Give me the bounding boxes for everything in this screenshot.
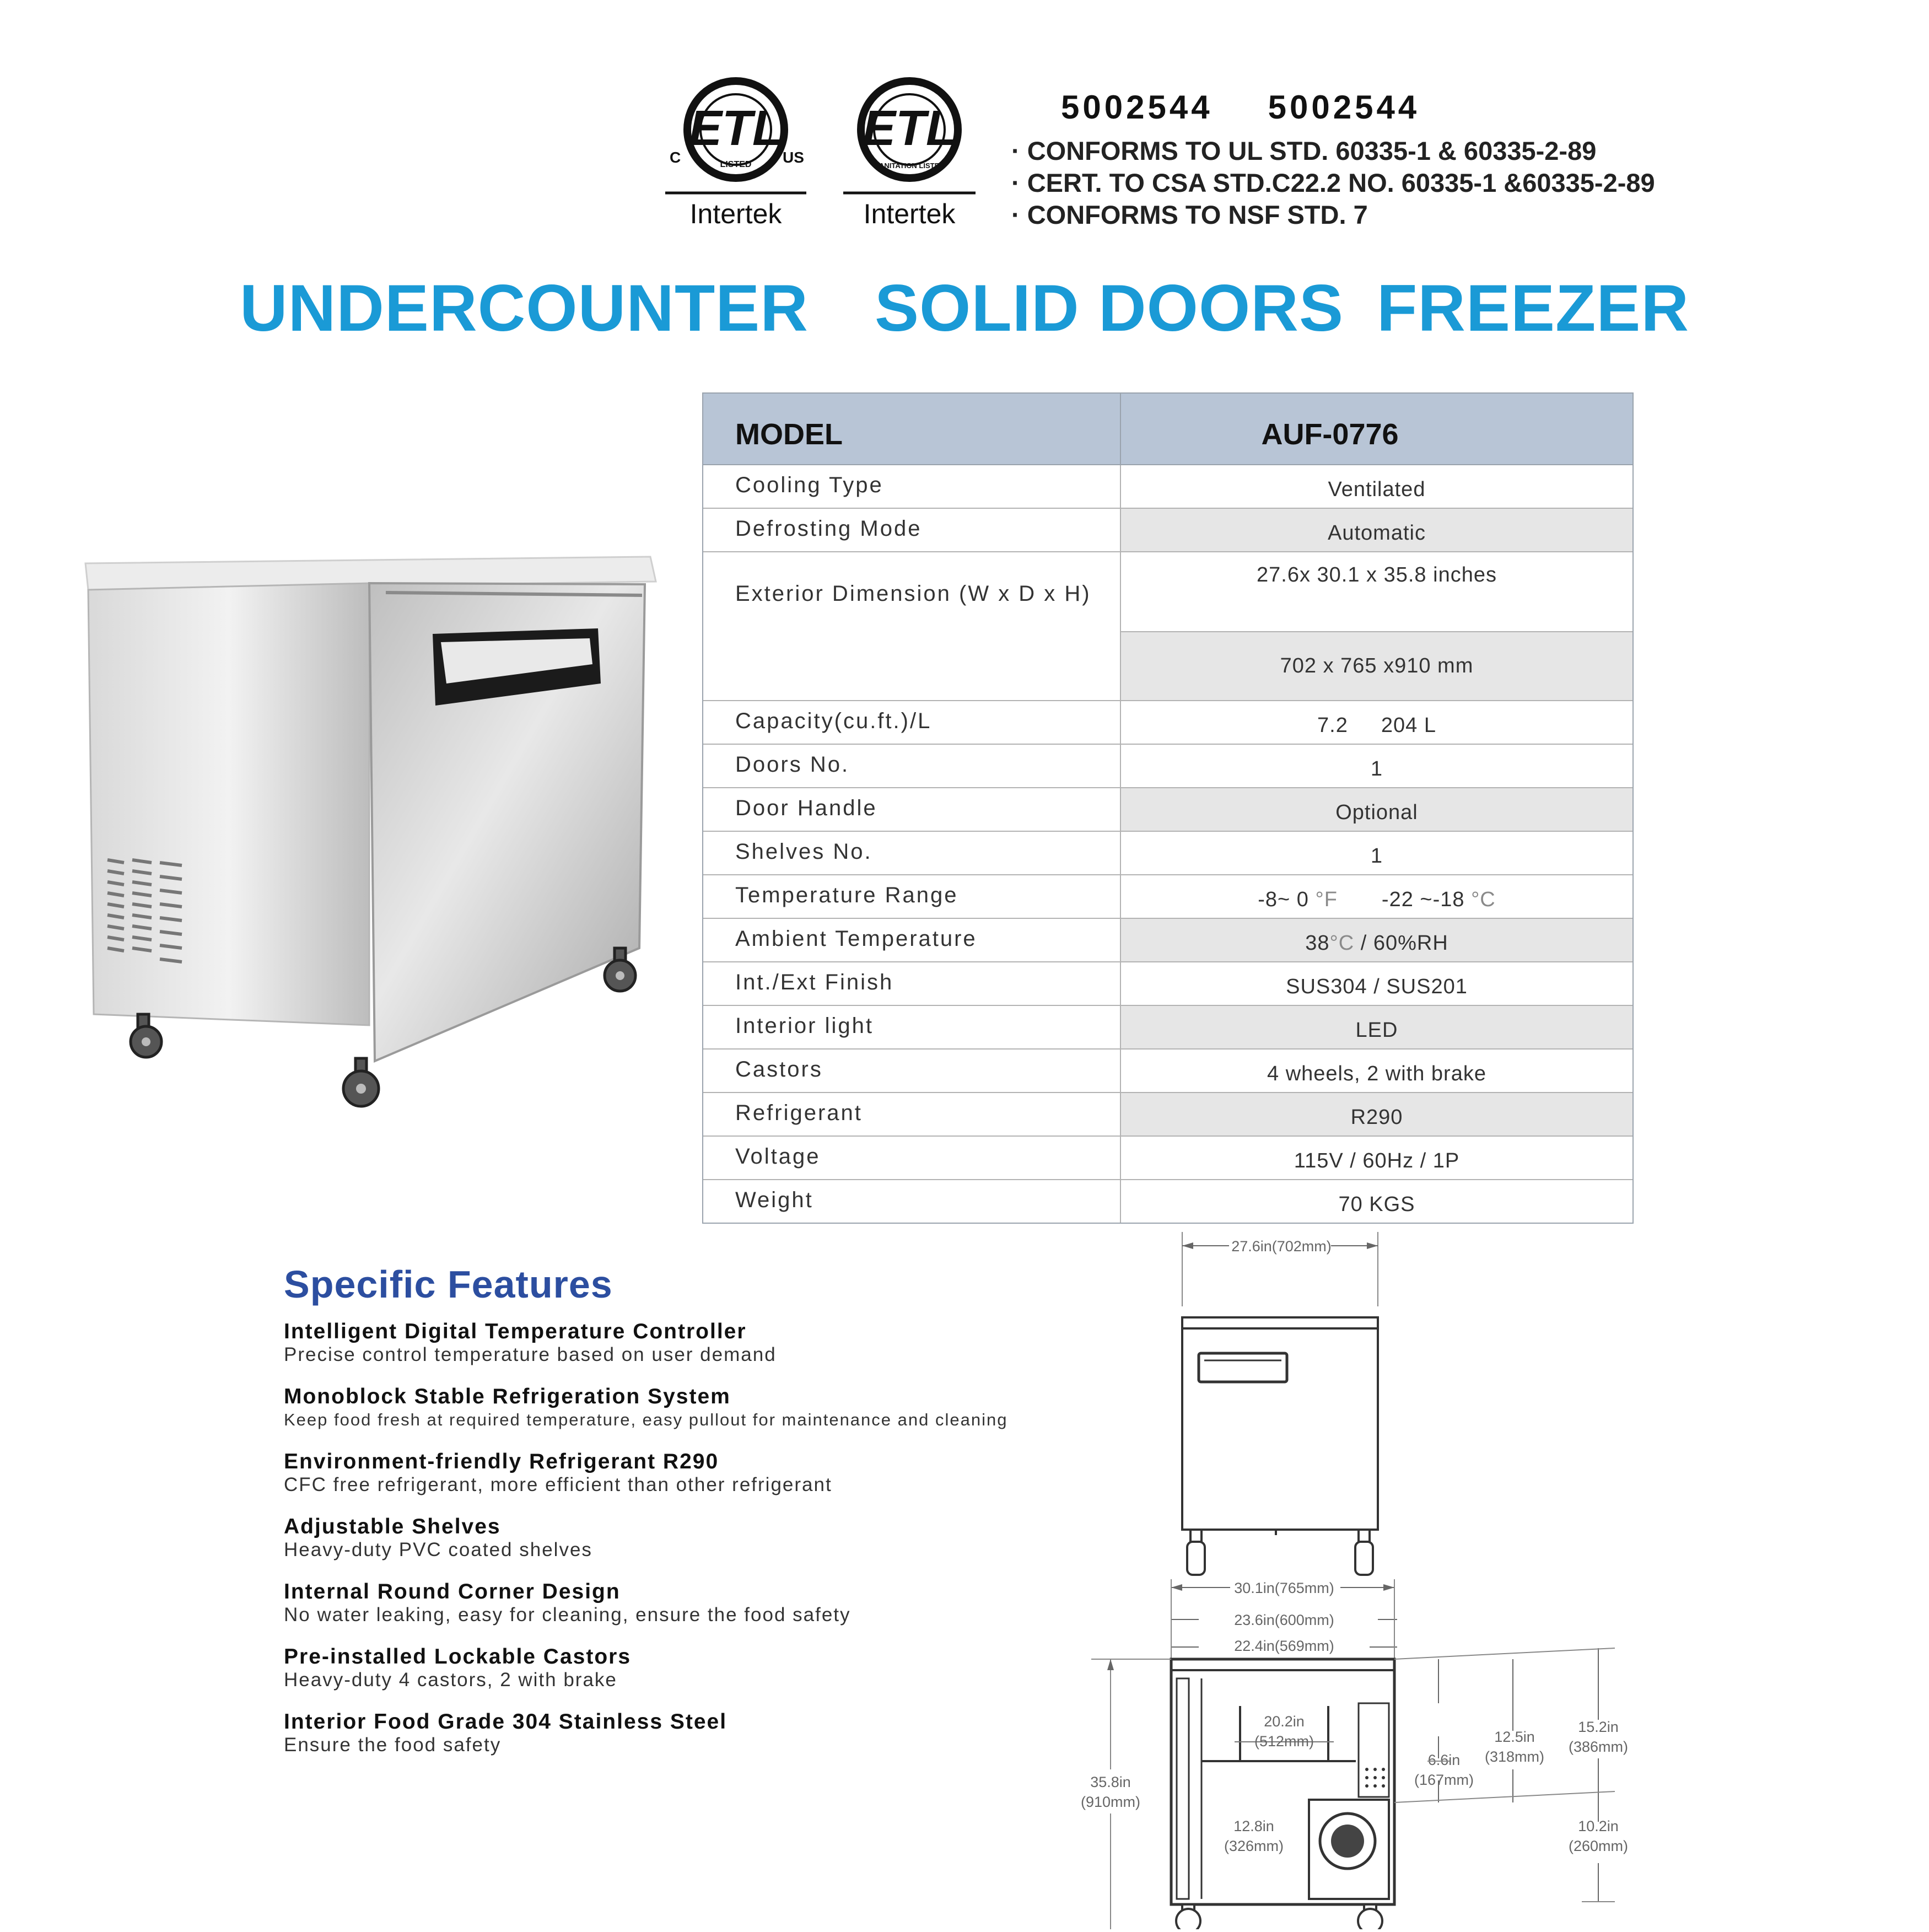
row-label: Weight	[703, 1180, 1121, 1223]
side-section-drawing	[1069, 1571, 1653, 1932]
row-value: Optional	[1121, 788, 1632, 831]
row-label: Defrosting Mode	[703, 509, 1121, 551]
row-value: LED	[1121, 1006, 1632, 1048]
feature-title: Pre-installed Lockable Castors	[284, 1645, 632, 1669]
certificate-number: 5002544	[1061, 89, 1213, 126]
top-height-label: 15.2in	[1578, 1719, 1619, 1735]
feature-item	[284, 1645, 1111, 1691]
spec-table	[702, 392, 1634, 1224]
ambient-unit: °C	[1329, 932, 1355, 955]
feature-title: Interior Food Grade 304 Stainless Steel	[284, 1710, 728, 1734]
row-value: Ventilated	[1328, 478, 1426, 501]
etl-listed-logo	[659, 74, 813, 232]
inner-depth-label: (512mm)	[1254, 1733, 1314, 1750]
title-word: SOLID DOORS	[874, 271, 1344, 345]
header-label: MODEL	[703, 394, 1121, 464]
table-row	[703, 465, 1632, 509]
table-row	[703, 509, 1632, 552]
feature-item	[284, 1580, 1111, 1626]
separator: /	[1360, 932, 1367, 955]
svg-text:SANITATION LISTED: SANITATION LISTED	[874, 162, 945, 170]
capacity-liters: 204 L	[1381, 714, 1436, 737]
title-word: UNDERCOUNTER	[239, 271, 809, 345]
row-label: Doors No.	[703, 745, 1121, 787]
table-row	[703, 552, 1632, 701]
cert-statement: · CERT. TO CSA STD.C22.2 NO. 60335-1 &60335-2-89	[1011, 167, 1655, 199]
temp-f-unit: °F	[1315, 888, 1338, 911]
dimension-metric: 702 x 765 x910 mm	[1121, 632, 1632, 700]
spec-table-header	[703, 394, 1632, 465]
row-label: Castors	[703, 1050, 1121, 1092]
table-row	[703, 1180, 1632, 1223]
freezer-product-image	[83, 551, 667, 1122]
inner-depth-label: 20.2in	[1264, 1713, 1305, 1730]
shelf-height-label: 6.6in	[1427, 1752, 1461, 1768]
etl-sanitation-logo	[838, 74, 981, 232]
table-row	[703, 788, 1632, 832]
feature-item	[284, 1385, 1111, 1431]
row-value	[1121, 875, 1632, 918]
row-value: 4 wheels, 2 with brake	[1267, 1062, 1486, 1085]
row-label: Door Handle	[703, 788, 1121, 831]
depth-inner2-label: 22.4in(569mm)	[1234, 1638, 1334, 1654]
table-row	[703, 919, 1632, 962]
temp-f: -8~ 0	[1258, 888, 1309, 911]
depth-total-label: 30.1in(765mm)	[1234, 1580, 1334, 1596]
row-value	[1121, 701, 1632, 744]
table-row	[703, 1050, 1632, 1093]
feature-item	[284, 1450, 1111, 1496]
table-row	[703, 745, 1632, 788]
ambient-rh: 60%RH	[1373, 932, 1448, 955]
svg-text:LISTED: LISTED	[720, 160, 752, 169]
certificate-number: 5002544	[1268, 89, 1420, 126]
row-label: Capacity(cu.ft.)/L	[703, 701, 1121, 744]
bottom-height-label: (260mm)	[1568, 1838, 1629, 1854]
svg-text:ETL: ETL	[863, 101, 956, 156]
etl-text: ETL	[689, 101, 783, 156]
table-row	[703, 701, 1632, 745]
depth-inner1-label: 23.6in(600mm)	[1234, 1612, 1334, 1628]
table-row	[703, 1006, 1632, 1050]
feature-title: Adjustable Shelves	[284, 1515, 501, 1538]
row-label: Interior light	[703, 1006, 1121, 1048]
temp-c-unit: °C	[1471, 888, 1496, 911]
height-total-label: 35.8in	[1090, 1774, 1131, 1790]
lower-depth-label: 12.8in	[1233, 1818, 1274, 1834]
upper-height-label: 12.5in	[1494, 1729, 1535, 1745]
temp-c: -22 ~-18	[1381, 888, 1465, 911]
feature-desc: Precise control temperature based on user demand	[284, 1344, 777, 1365]
feature-desc: CFC free refrigerant, more efficient than other refrigerant	[284, 1474, 832, 1495]
page-title	[0, 270, 1929, 346]
svg-text:C: C	[670, 149, 681, 166]
features-section	[284, 1262, 1111, 1775]
row-label: Temperature Range	[703, 875, 1121, 918]
feature-item	[284, 1515, 1111, 1561]
front-width-label: 27.6in(702mm)	[1231, 1238, 1332, 1255]
table-row	[703, 832, 1632, 875]
svg-text:Intertek: Intertek	[863, 198, 956, 229]
table-row	[703, 875, 1632, 919]
row-label: Exterior Dimension (W x D x H)	[703, 552, 1121, 700]
cert-statement: · CONFORMS TO UL STD. 60335-1 & 60335-2-89	[1011, 135, 1655, 167]
front-view-drawing	[1168, 1224, 1411, 1590]
row-value: SUS304 / SUS201	[1286, 975, 1468, 998]
table-row	[703, 962, 1632, 1006]
feature-title: Intelligent Digital Temperature Controller	[284, 1320, 747, 1343]
row-label: Voltage	[703, 1137, 1121, 1179]
feature-title: Environment-friendly Refrigerant R290	[284, 1450, 719, 1473]
feature-desc: Heavy-duty 4 castors, 2 with brake	[284, 1669, 617, 1691]
row-label: Cooling Type	[703, 465, 1121, 508]
feature-title: Monoblock Stable Refrigeration System	[284, 1385, 731, 1408]
bottom-height-label: 10.2in	[1578, 1818, 1619, 1834]
title-word: FREEZER	[1377, 271, 1690, 345]
svg-text:US: US	[783, 149, 804, 166]
row-label: Ambient Temperature	[703, 919, 1121, 961]
features-heading: Specific Features	[284, 1263, 613, 1306]
shelf-height-label: (167mm)	[1414, 1772, 1474, 1788]
row-value: 70 KGS	[1338, 1193, 1415, 1216]
certification-statements	[1011, 135, 1655, 231]
row-value	[1121, 552, 1632, 700]
row-label: Shelves No.	[703, 832, 1121, 874]
ambient-temp: 38	[1305, 932, 1330, 955]
row-value: 115V / 60Hz / 1P	[1294, 1149, 1460, 1172]
row-value: R290	[1121, 1093, 1632, 1135]
top-height-label: (386mm)	[1568, 1739, 1629, 1755]
feature-desc: Heavy-duty PVC coated shelves	[284, 1539, 592, 1560]
certificate-numbers	[1061, 88, 1475, 126]
upper-height-label: (318mm)	[1484, 1748, 1545, 1765]
model-number: AUF-0776	[1261, 418, 1399, 451]
feature-desc: Keep food fresh at required temperature, easy pullout for maintenance and cleaning	[284, 1410, 1008, 1429]
row-value	[1121, 919, 1632, 961]
feature-item	[284, 1320, 1111, 1366]
cert-statement: · CONFORMS TO NSF STD. 7	[1011, 199, 1655, 231]
feature-title: Internal Round Corner Design	[284, 1580, 621, 1603]
row-value: Automatic	[1121, 509, 1632, 551]
row-label: Int./Ext Finish	[703, 962, 1121, 1005]
lower-depth-label: (326mm)	[1224, 1838, 1284, 1854]
row-value: 1	[1370, 757, 1383, 781]
dimension-imperial: 27.6x 30.1 x 35.8 inches	[1121, 552, 1632, 632]
capacity-cuft: 7.2	[1317, 714, 1348, 737]
row-label: Refrigerant	[703, 1093, 1121, 1135]
feature-desc: Ensure the food safety	[284, 1734, 502, 1756]
table-row	[703, 1093, 1632, 1137]
feature-item	[284, 1710, 1111, 1756]
height-total-label: (910mm)	[1080, 1794, 1141, 1810]
row-value: 1	[1370, 844, 1383, 868]
table-row	[703, 1137, 1632, 1180]
svg-text:Intertek: Intertek	[689, 198, 782, 229]
feature-desc: No water leaking, easy for cleaning, ensure the food safety	[284, 1604, 851, 1626]
